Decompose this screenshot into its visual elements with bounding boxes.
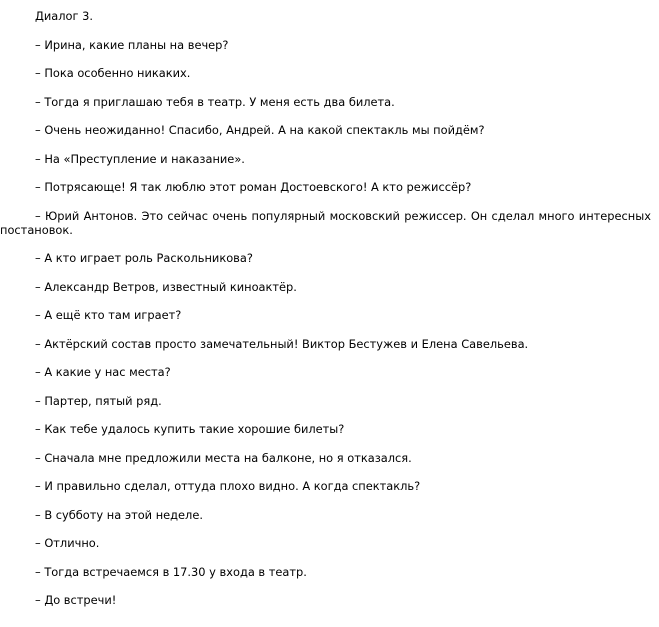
dialogue-line: – В субботу на этой неделе. xyxy=(35,507,203,522)
dialogue-line: – Отлично. xyxy=(35,536,100,550)
dialogue-line: – А кто играет роль Раскольникова? xyxy=(35,251,253,265)
dialogue-line: – На «Преступление и наказание». xyxy=(35,151,245,166)
dialogue-line: – Тогда я приглашаю тебя в театр. У меня есть два билета. xyxy=(35,94,395,109)
dialogue-line: – Тогда встречаемся в 17.30 у входа в театр. xyxy=(35,564,307,579)
dialogue-line: – Очень неожиданно! Спасибо, Андрей. А на какой спектакль мы пойдём? xyxy=(35,123,485,137)
dialogue-line: – А какие у нас места? xyxy=(35,365,171,379)
dialogue-line: – Пока особенно никаких. xyxy=(35,66,191,80)
dialogue-line: – Ирина, какие планы на вечер? xyxy=(35,37,229,52)
dialogue-line: – Сначала мне предложили места на балконе, но я отказался. xyxy=(35,450,412,465)
dialogue-line: – Актёрский состав просто замечательный! Виктор Бестужев и Елена Савельева. xyxy=(35,336,529,351)
dialogue-line: – Александр Ветров, известный киноактёр. xyxy=(35,279,297,294)
dialogue-line: – Потрясающе! Я так люблю этот роман Достоевского! А кто режиссёр? xyxy=(35,180,472,194)
dialogue-line: – Как тебе удалось купить такие хорошие билеты? xyxy=(35,422,345,436)
dialogue-line: – До встречи! xyxy=(35,593,117,607)
dialogue-line: – И правильно сделал, оттуда плохо видно. А когда спектакль? xyxy=(35,479,421,493)
dialogue-line: – Юрий Антонов. Это сейчас очень популярный московский режиссер. Он сделал много интересных постановок. xyxy=(0,208,651,237)
dialogue-line: – Партер, пятый ряд. xyxy=(35,393,162,408)
dialogue-title: Диалог 3. xyxy=(35,9,94,23)
dialogue-line: – А ещё кто там играет? xyxy=(35,308,182,322)
